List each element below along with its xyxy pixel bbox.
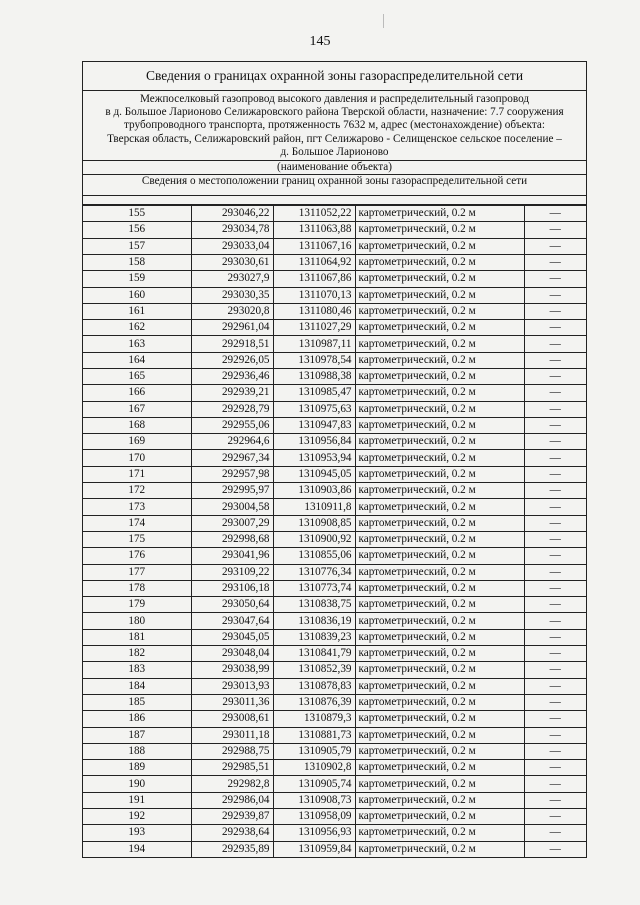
point-number-cell: 164 xyxy=(83,352,191,368)
point-number-cell: 156 xyxy=(83,222,191,238)
x-coordinate-cell: 292961,04 xyxy=(191,320,273,336)
description-cell: — xyxy=(524,515,586,531)
table-row xyxy=(83,662,586,678)
x-coordinate-cell: 293109,22 xyxy=(191,564,273,580)
x-coordinate-cell: 293020,8 xyxy=(191,303,273,319)
table-row xyxy=(83,499,586,515)
description-cell: — xyxy=(524,792,586,808)
object-description-line: трубопроводного транспорта, протяженность 7632 м, адрес (местонахождение) объекта: xyxy=(124,119,545,132)
description-cell: — xyxy=(524,450,586,466)
point-number-cell: 190 xyxy=(83,776,191,792)
method-accuracy-cell: картометрический, 0.2 м xyxy=(355,711,524,727)
table-row xyxy=(83,809,586,825)
method-accuracy-cell: картометрический, 0.2 м xyxy=(355,613,524,629)
point-number-cell: 185 xyxy=(83,694,191,710)
x-coordinate-cell: 293004,58 xyxy=(191,499,273,515)
table-row xyxy=(83,597,586,613)
point-number-cell: 167 xyxy=(83,401,191,417)
point-number-cell: 172 xyxy=(83,483,191,499)
point-number-cell: 160 xyxy=(83,287,191,303)
x-coordinate-cell: 293050,64 xyxy=(191,597,273,613)
object-description-line: Тверская область, Селижаровский район, пгт Селижарово - Селищенское сельское поселение – xyxy=(107,132,562,145)
x-coordinate-cell: 292967,34 xyxy=(191,450,273,466)
y-coordinate-cell: 1311027,29 xyxy=(273,320,355,336)
table-row xyxy=(83,417,586,433)
description-cell: — xyxy=(524,352,586,368)
method-accuracy-cell: картометрический, 0.2 м xyxy=(355,678,524,694)
x-coordinate-cell: 293038,99 xyxy=(191,662,273,678)
x-coordinate-cell: 292936,46 xyxy=(191,368,273,384)
x-coordinate-cell: 292918,51 xyxy=(191,336,273,352)
method-accuracy-cell: картометрический, 0.2 м xyxy=(355,271,524,287)
table-row xyxy=(83,401,586,417)
table-row xyxy=(83,776,586,792)
table-row xyxy=(83,352,586,368)
x-coordinate-cell: 293008,61 xyxy=(191,711,273,727)
method-accuracy-cell: картометрический, 0.2 м xyxy=(355,303,524,319)
x-coordinate-cell: 293030,35 xyxy=(191,287,273,303)
point-number-cell: 169 xyxy=(83,434,191,450)
point-number-cell: 175 xyxy=(83,531,191,547)
document-frame xyxy=(82,61,587,858)
method-accuracy-cell: картометрический, 0.2 м xyxy=(355,206,524,222)
method-accuracy-cell: картометрический, 0.2 м xyxy=(355,629,524,645)
description-cell: — xyxy=(524,287,586,303)
y-coordinate-cell: 1311067,86 xyxy=(273,271,355,287)
point-number-cell: 180 xyxy=(83,613,191,629)
point-number-cell: 165 xyxy=(83,368,191,384)
table-row xyxy=(83,613,586,629)
point-number-cell: 191 xyxy=(83,792,191,808)
x-coordinate-cell: 293011,36 xyxy=(191,694,273,710)
table-row xyxy=(83,531,586,547)
method-accuracy-cell: картометрический, 0.2 м xyxy=(355,450,524,466)
description-cell: — xyxy=(524,206,586,222)
y-coordinate-cell: 1310838,75 xyxy=(273,597,355,613)
table-row xyxy=(83,727,586,743)
description-cell: — xyxy=(524,776,586,792)
y-coordinate-cell: 1310905,74 xyxy=(273,776,355,792)
method-accuracy-cell: картометрический, 0.2 м xyxy=(355,368,524,384)
table-row xyxy=(83,646,586,662)
y-coordinate-cell: 1311064,92 xyxy=(273,254,355,270)
method-accuracy-cell: картометрический, 0.2 м xyxy=(355,515,524,531)
y-coordinate-cell: 1310881,73 xyxy=(273,727,355,743)
x-coordinate-cell: 292928,79 xyxy=(191,401,273,417)
description-cell: — xyxy=(524,564,586,580)
description-cell: — xyxy=(524,760,586,776)
method-accuracy-cell: картометрический, 0.2 м xyxy=(355,401,524,417)
y-coordinate-cell: 1310953,94 xyxy=(273,450,355,466)
description-cell: — xyxy=(524,466,586,482)
y-coordinate-cell: 1310975,63 xyxy=(273,401,355,417)
table-row xyxy=(83,238,586,254)
method-accuracy-cell: картометрический, 0.2 м xyxy=(355,352,524,368)
table-row xyxy=(83,792,586,808)
table-row xyxy=(83,434,586,450)
y-coordinate-cell: 1310841,79 xyxy=(273,646,355,662)
y-coordinate-cell: 1310985,47 xyxy=(273,385,355,401)
point-number-cell: 181 xyxy=(83,629,191,645)
x-coordinate-cell: 293046,22 xyxy=(191,206,273,222)
x-coordinate-cell: 292982,8 xyxy=(191,776,273,792)
method-accuracy-cell: картометрический, 0.2 м xyxy=(355,809,524,825)
point-number-cell: 155 xyxy=(83,206,191,222)
y-coordinate-cell: 1310987,11 xyxy=(273,336,355,352)
table-row xyxy=(83,303,586,319)
table-row xyxy=(83,287,586,303)
method-accuracy-cell: картометрический, 0.2 м xyxy=(355,336,524,352)
point-number-cell: 174 xyxy=(83,515,191,531)
point-number-cell: 161 xyxy=(83,303,191,319)
x-coordinate-cell: 292957,98 xyxy=(191,466,273,482)
x-coordinate-cell: 292939,21 xyxy=(191,385,273,401)
x-coordinate-cell: 293034,78 xyxy=(191,222,273,238)
method-accuracy-cell: картометрический, 0.2 м xyxy=(355,743,524,759)
method-accuracy-cell: картометрический, 0.2 м xyxy=(355,417,524,433)
description-cell: — xyxy=(524,825,586,841)
description-cell: — xyxy=(524,222,586,238)
y-coordinate-cell: 1310959,84 xyxy=(273,841,355,857)
point-number-cell: 188 xyxy=(83,743,191,759)
table-row xyxy=(83,678,586,694)
x-coordinate-cell: 293041,96 xyxy=(191,548,273,564)
table-row xyxy=(83,841,586,857)
object-caption: (наименование объекта) xyxy=(83,161,586,175)
x-coordinate-cell: 293011,18 xyxy=(191,727,273,743)
point-number-cell: 178 xyxy=(83,580,191,596)
y-coordinate-cell: 1310945,05 xyxy=(273,466,355,482)
y-coordinate-cell: 1310836,19 xyxy=(273,613,355,629)
x-coordinate-cell: 292986,04 xyxy=(191,792,273,808)
point-number-cell: 194 xyxy=(83,841,191,857)
method-accuracy-cell: картометрический, 0.2 м xyxy=(355,222,524,238)
method-accuracy-cell: картометрический, 0.2 м xyxy=(355,499,524,515)
method-accuracy-cell: картометрический, 0.2 м xyxy=(355,841,524,857)
description-cell: — xyxy=(524,254,586,270)
table-row xyxy=(83,483,586,499)
description-cell: — xyxy=(524,662,586,678)
description-cell: — xyxy=(524,727,586,743)
description-cell: — xyxy=(524,613,586,629)
y-coordinate-cell: 1310956,84 xyxy=(273,434,355,450)
point-number-cell: 186 xyxy=(83,711,191,727)
method-accuracy-cell: картометрический, 0.2 м xyxy=(355,694,524,710)
table-row xyxy=(83,515,586,531)
method-accuracy-cell: картометрический, 0.2 м xyxy=(355,466,524,482)
x-coordinate-cell: 293013,93 xyxy=(191,678,273,694)
description-cell: — xyxy=(524,809,586,825)
x-coordinate-cell: 293007,29 xyxy=(191,515,273,531)
table-row xyxy=(83,320,586,336)
y-coordinate-cell: 1310911,8 xyxy=(273,499,355,515)
x-coordinate-cell: 293045,05 xyxy=(191,629,273,645)
y-coordinate-cell: 1310978,54 xyxy=(273,352,355,368)
description-cell: — xyxy=(524,499,586,515)
point-number-cell: 163 xyxy=(83,336,191,352)
object-description-line: Межпоселковый газопровод высокого давления и распределительный газопровод xyxy=(139,93,530,105)
y-coordinate-cell: 1310855,06 xyxy=(273,548,355,564)
table-row xyxy=(83,743,586,759)
document-title: Сведения о границах охранной зоны газораспределительной сети xyxy=(83,62,586,91)
y-coordinate-cell: 1310988,38 xyxy=(273,368,355,384)
y-coordinate-cell: 1310903,86 xyxy=(273,483,355,499)
x-coordinate-cell: 292995,97 xyxy=(191,483,273,499)
table-row xyxy=(83,254,586,270)
description-cell: — xyxy=(524,320,586,336)
x-coordinate-cell: 292955,06 xyxy=(191,417,273,433)
y-coordinate-cell: 1311070,13 xyxy=(273,287,355,303)
description-cell: — xyxy=(524,434,586,450)
point-number-cell: 187 xyxy=(83,727,191,743)
table-row xyxy=(83,825,586,841)
method-accuracy-cell: картометрический, 0.2 м xyxy=(355,385,524,401)
method-accuracy-cell: картометрический, 0.2 м xyxy=(355,531,524,547)
y-coordinate-cell: 1310900,92 xyxy=(273,531,355,547)
x-coordinate-cell: 293048,04 xyxy=(191,646,273,662)
y-coordinate-cell: 1311052,22 xyxy=(273,206,355,222)
point-number-cell: 193 xyxy=(83,825,191,841)
point-number-cell: 177 xyxy=(83,564,191,580)
point-number-cell: 170 xyxy=(83,450,191,466)
point-number-cell: 159 xyxy=(83,271,191,287)
method-accuracy-cell: картометрический, 0.2 м xyxy=(355,597,524,613)
x-coordinate-cell: 292938,64 xyxy=(191,825,273,841)
method-accuracy-cell: картометрический, 0.2 м xyxy=(355,662,524,678)
point-number-cell: 183 xyxy=(83,662,191,678)
description-cell: — xyxy=(524,548,586,564)
description-cell: — xyxy=(524,271,586,287)
table-row xyxy=(83,206,586,222)
description-cell: — xyxy=(524,629,586,645)
description-cell: — xyxy=(524,678,586,694)
point-number-cell: 173 xyxy=(83,499,191,515)
point-number-cell: 179 xyxy=(83,597,191,613)
method-accuracy-cell: картометрический, 0.2 м xyxy=(355,646,524,662)
description-cell: — xyxy=(524,531,586,547)
method-accuracy-cell: картометрический, 0.2 м xyxy=(355,238,524,254)
description-cell: — xyxy=(524,646,586,662)
table-row xyxy=(83,450,586,466)
y-coordinate-cell: 1310776,34 xyxy=(273,564,355,580)
point-number-cell: 171 xyxy=(83,466,191,482)
y-coordinate-cell: 1310947,83 xyxy=(273,417,355,433)
description-cell: — xyxy=(524,303,586,319)
x-coordinate-cell: 292939,87 xyxy=(191,809,273,825)
scan-mark xyxy=(383,14,384,28)
description-cell: — xyxy=(524,483,586,499)
y-coordinate-cell: 1310878,83 xyxy=(273,678,355,694)
y-coordinate-cell: 1311080,46 xyxy=(273,303,355,319)
description-cell: — xyxy=(524,841,586,857)
description-cell: — xyxy=(524,336,586,352)
coordinates-table-body xyxy=(83,206,586,857)
x-coordinate-cell: 293027,9 xyxy=(191,271,273,287)
method-accuracy-cell: картометрический, 0.2 м xyxy=(355,320,524,336)
x-coordinate-cell: 292985,51 xyxy=(191,760,273,776)
table-row xyxy=(83,694,586,710)
y-coordinate-cell: 1310839,23 xyxy=(273,629,355,645)
table-row xyxy=(83,222,586,238)
section-title: Сведения о местоположении границ охранной зоны газораспределительной сети xyxy=(83,175,586,196)
y-coordinate-cell: 1310905,79 xyxy=(273,743,355,759)
table-row xyxy=(83,466,586,482)
y-coordinate-cell: 1310879,3 xyxy=(273,711,355,727)
y-coordinate-cell: 1310902,8 xyxy=(273,760,355,776)
point-number-cell: 192 xyxy=(83,809,191,825)
method-accuracy-cell: картометрический, 0.2 м xyxy=(355,434,524,450)
point-number-cell: 157 xyxy=(83,238,191,254)
description-cell: — xyxy=(524,597,586,613)
description-cell: — xyxy=(524,743,586,759)
y-coordinate-cell: 1311063,88 xyxy=(273,222,355,238)
x-coordinate-cell: 292935,89 xyxy=(191,841,273,857)
method-accuracy-cell: картометрический, 0.2 м xyxy=(355,254,524,270)
x-coordinate-cell: 292988,75 xyxy=(191,743,273,759)
method-accuracy-cell: картометрический, 0.2 м xyxy=(355,564,524,580)
y-coordinate-cell: 1310876,39 xyxy=(273,694,355,710)
table-row xyxy=(83,368,586,384)
method-accuracy-cell: картометрический, 0.2 м xyxy=(355,776,524,792)
table-row xyxy=(83,711,586,727)
table-row xyxy=(83,548,586,564)
y-coordinate-cell: 1310852,39 xyxy=(273,662,355,678)
method-accuracy-cell: картометрический, 0.2 м xyxy=(355,727,524,743)
coordinates-table xyxy=(83,205,586,857)
method-accuracy-cell: картометрический, 0.2 м xyxy=(355,825,524,841)
method-accuracy-cell: картометрический, 0.2 м xyxy=(355,483,524,499)
y-coordinate-cell: 1310956,93 xyxy=(273,825,355,841)
description-cell: — xyxy=(524,238,586,254)
object-description-line: в д. Большое Ларионово Селижаровского района Тверской области, назначение: 7.7 сооружения xyxy=(105,106,564,119)
header-spacer xyxy=(83,196,586,205)
x-coordinate-cell: 293047,64 xyxy=(191,613,273,629)
x-coordinate-cell: 293033,04 xyxy=(191,238,273,254)
description-cell: — xyxy=(524,385,586,401)
method-accuracy-cell: картометрический, 0.2 м xyxy=(355,548,524,564)
point-number-cell: 168 xyxy=(83,417,191,433)
x-coordinate-cell: 293106,18 xyxy=(191,580,273,596)
object-description-line: д. Большое Ларионово xyxy=(280,145,389,158)
description-cell: — xyxy=(524,711,586,727)
x-coordinate-cell: 293030,61 xyxy=(191,254,273,270)
description-cell: — xyxy=(524,694,586,710)
point-number-cell: 166 xyxy=(83,385,191,401)
description-cell: — xyxy=(524,368,586,384)
method-accuracy-cell: картометрический, 0.2 м xyxy=(355,580,524,596)
point-number-cell: 162 xyxy=(83,320,191,336)
table-row xyxy=(83,336,586,352)
page-number: 145 xyxy=(309,34,331,49)
table-row xyxy=(83,629,586,645)
x-coordinate-cell: 292964,6 xyxy=(191,434,273,450)
method-accuracy-cell: картометрический, 0.2 м xyxy=(355,792,524,808)
x-coordinate-cell: 292998,68 xyxy=(191,531,273,547)
x-coordinate-cell: 292926,05 xyxy=(191,352,273,368)
y-coordinate-cell: 1310908,73 xyxy=(273,792,355,808)
point-number-cell: 182 xyxy=(83,646,191,662)
y-coordinate-cell: 1311067,16 xyxy=(273,238,355,254)
table-row xyxy=(83,271,586,287)
y-coordinate-cell: 1310908,85 xyxy=(273,515,355,531)
point-number-cell: 189 xyxy=(83,760,191,776)
table-row xyxy=(83,760,586,776)
object-description xyxy=(83,91,586,161)
description-cell: — xyxy=(524,580,586,596)
point-number-cell: 176 xyxy=(83,548,191,564)
point-number-cell: 184 xyxy=(83,678,191,694)
method-accuracy-cell: картометрический, 0.2 м xyxy=(355,287,524,303)
table-row xyxy=(83,564,586,580)
table-row xyxy=(83,580,586,596)
description-cell: — xyxy=(524,401,586,417)
point-number-cell: 158 xyxy=(83,254,191,270)
table-row xyxy=(83,385,586,401)
description-cell: — xyxy=(524,417,586,433)
method-accuracy-cell: картометрический, 0.2 м xyxy=(355,760,524,776)
y-coordinate-cell: 1310958,09 xyxy=(273,809,355,825)
y-coordinate-cell: 1310773,74 xyxy=(273,580,355,596)
